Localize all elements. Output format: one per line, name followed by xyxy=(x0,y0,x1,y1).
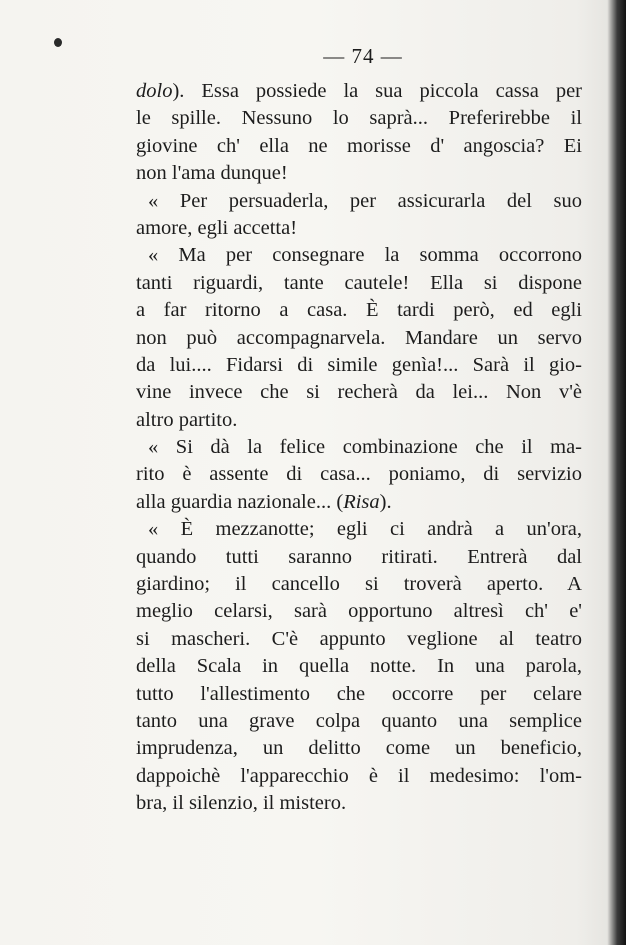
text-line: le spille. Nessuno lo saprà... Preferirebbe il xyxy=(136,107,582,130)
text-line: rito è assente di casa... poniamo, di servizio xyxy=(136,463,582,486)
text-line: tutto l'allestimento che occorre per celare xyxy=(136,682,582,705)
text-line: imprudenza, un delitto come un beneficio, xyxy=(136,737,582,760)
page-number: — 74 — xyxy=(323,44,403,68)
text-line: tanti riguardi, tante cautele! Ella si dispone xyxy=(136,271,582,294)
text-line: bra, il silenzio, il mistero. xyxy=(136,792,347,815)
text-line: altro partito. xyxy=(136,408,238,431)
text-line: meglio celarsi, sarà opportuno altresì ch' e' xyxy=(136,600,582,623)
text-line: amore, egli accetta! xyxy=(136,216,298,239)
text-line: dappoichè l'apparecchio è il medesimo: l'om- xyxy=(136,764,582,787)
body-text xyxy=(136,78,582,818)
text-line: non può accompagnarvela. Mandare un servo xyxy=(136,326,582,349)
text-line: quando tutti saranno ritirati. Entrerà dal xyxy=(136,545,582,568)
text-line: tanto una grave colpa quanto una semplice xyxy=(136,709,582,732)
italic-word: dolo xyxy=(136,80,173,102)
text-line: si mascheri. C'è appunto veglione al teatro xyxy=(136,627,582,650)
text-line: « Ma per consegnare la somma occorrono xyxy=(148,244,582,267)
text-line: giovine ch' ella ne morisse d' angoscia? Ei xyxy=(136,134,582,157)
text-line: da lui.... Fidarsi di simile genìa!... Sarà il gio- xyxy=(136,353,582,376)
text-line: vine invece che si recherà da lei... Non v'è xyxy=(136,381,582,404)
text-line: a far ritorno a casa. È tardi però, ed egli xyxy=(136,299,582,322)
text-line: « Per persuaderla, per assicurarla del suo xyxy=(148,189,582,212)
text-line: « Si dà la felice combinazione che il ma- xyxy=(148,436,582,459)
text-line: non l'ama dunque! xyxy=(136,162,288,185)
italic-word: Risa xyxy=(343,490,380,513)
text-line: giardino; il cancello si troverà aperto. A xyxy=(136,573,582,596)
text-line: alla guardia nazionale... (Risa). xyxy=(136,490,392,513)
text-line: dolo). Essa possiede la sua piccola cassa per xyxy=(136,80,582,102)
text-line: « È mezzanotte; egli ci andrà a un'ora, xyxy=(148,518,582,541)
text-line: della Scala in quella notte. In una parola, xyxy=(136,655,582,678)
